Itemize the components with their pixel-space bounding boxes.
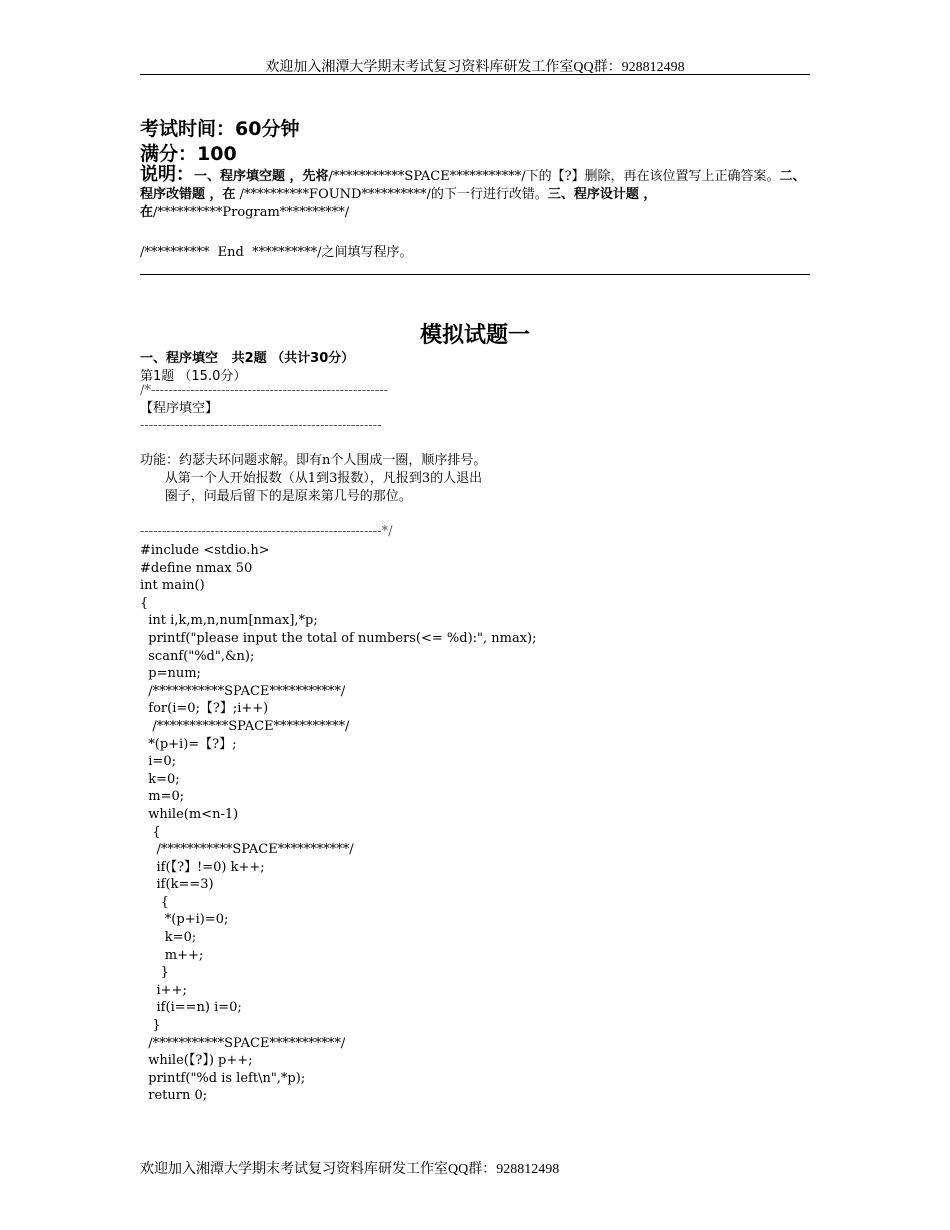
code-line: if(【?】!=0) k++; [140, 859, 265, 875]
code-line: printf("please input the total of numbers(<= %d):", nmax); [140, 630, 537, 646]
code-line: while(【?】) p++; [140, 1053, 253, 1069]
code-line: *(p+i)=【?】; [140, 736, 237, 752]
code-line: /***********SPACE***********/ [140, 718, 350, 734]
instructions [140, 166, 810, 222]
design-label: 三、程序设计题 ，在 [140, 187, 657, 220]
comment-line: /*------------------------------------------------------ [140, 383, 389, 398]
code-block [140, 542, 810, 1105]
code-line: { [140, 894, 169, 910]
instructions-lead: 说明： [140, 164, 194, 185]
correction-label: 二、程序改错题 ，在 [140, 169, 806, 202]
fill-in-text: /***********SPACE***********/下的【?】删除，再在该位置写上正确答案。 [328, 169, 780, 184]
section-title: 一、程序填空 共2题 （共计30分） [140, 351, 355, 366]
code-line: while(m<n-1) [140, 806, 239, 822]
question-title: 第1题 （15.0分） [140, 369, 247, 384]
code-line: i++; [140, 982, 187, 998]
code-line: int main() [140, 578, 205, 594]
code-line: int i,k,m,n,num[nmax],*p; [140, 613, 318, 629]
header-rule [140, 74, 810, 75]
instructions-end: /********** End **********/之间填写程序。 [140, 245, 413, 260]
code-line: /***********SPACE***********/ [140, 842, 354, 858]
correction-text: /**********FOUND**********/的下一行进行改错。 [235, 187, 548, 202]
comment-line [140, 505, 810, 523]
code-line: p=num; [140, 666, 201, 682]
code-line: for(i=0;【?】;i++) [140, 701, 269, 717]
full-score: 满分：100 [140, 143, 237, 165]
code-line: m++; [140, 947, 204, 963]
comment-line: ------------------------------------------------------- [140, 418, 382, 434]
comment-line: 【程序填空】 [140, 400, 219, 416]
code-line: } [140, 965, 169, 981]
comment-line: 功能：约瑟夫环问题求解。即有n个人围成一圈，顺序排号。 [140, 453, 487, 469]
code-line: #define nmax 50 [140, 560, 253, 576]
page-footer: 欢迎加入湘潭大学期末考试复习资料库研发工作室QQ群：928812498 [140, 1162, 560, 1177]
exam-title: 模拟试题一 [419, 322, 530, 348]
exam-time: 考试时间：60分钟 [140, 118, 300, 140]
code-line: scanf("%d",&n); [140, 648, 255, 664]
code-line: { [140, 824, 161, 840]
section-rule [140, 274, 810, 275]
code-line: if(i==n) i=0; [140, 1000, 242, 1016]
code-line: { [140, 595, 149, 611]
code-line: return 0; [140, 1088, 208, 1104]
comment-line: 圈子，问最后留下的是原来第几号的那位。 [140, 488, 412, 504]
code-line: printf("%d is left\n",*p); [140, 1070, 306, 1086]
comment-line: -------------------------------------------------------*/ [140, 523, 393, 539]
code-line: k=0; [140, 771, 180, 787]
code-line: #include <stdio.h> [140, 543, 270, 558]
code-line: if(k==3) [140, 877, 214, 893]
code-line: *(p+i)=0; [140, 912, 229, 928]
fill-in-label: 一、程序填空题 ，先将 [194, 169, 329, 184]
code-line: m=0; [140, 789, 185, 805]
comment-line: 从第一个人开始报数（从1到3报数），凡报到3的人退出 [140, 470, 483, 486]
comment-line [140, 435, 810, 453]
question-comment [140, 382, 810, 540]
code-line: /***********SPACE***********/ [140, 1035, 346, 1051]
design-text: /**********Program**********/ [153, 205, 350, 220]
code-line: k=0; [140, 930, 197, 946]
code-line: } [140, 1018, 161, 1034]
page-header: 欢迎加入湘潭大学期末考试复习资料库研发工作室QQ群：928812498 [265, 60, 685, 75]
code-line: i=0; [140, 754, 176, 770]
code-line: /***********SPACE***********/ [140, 683, 346, 699]
